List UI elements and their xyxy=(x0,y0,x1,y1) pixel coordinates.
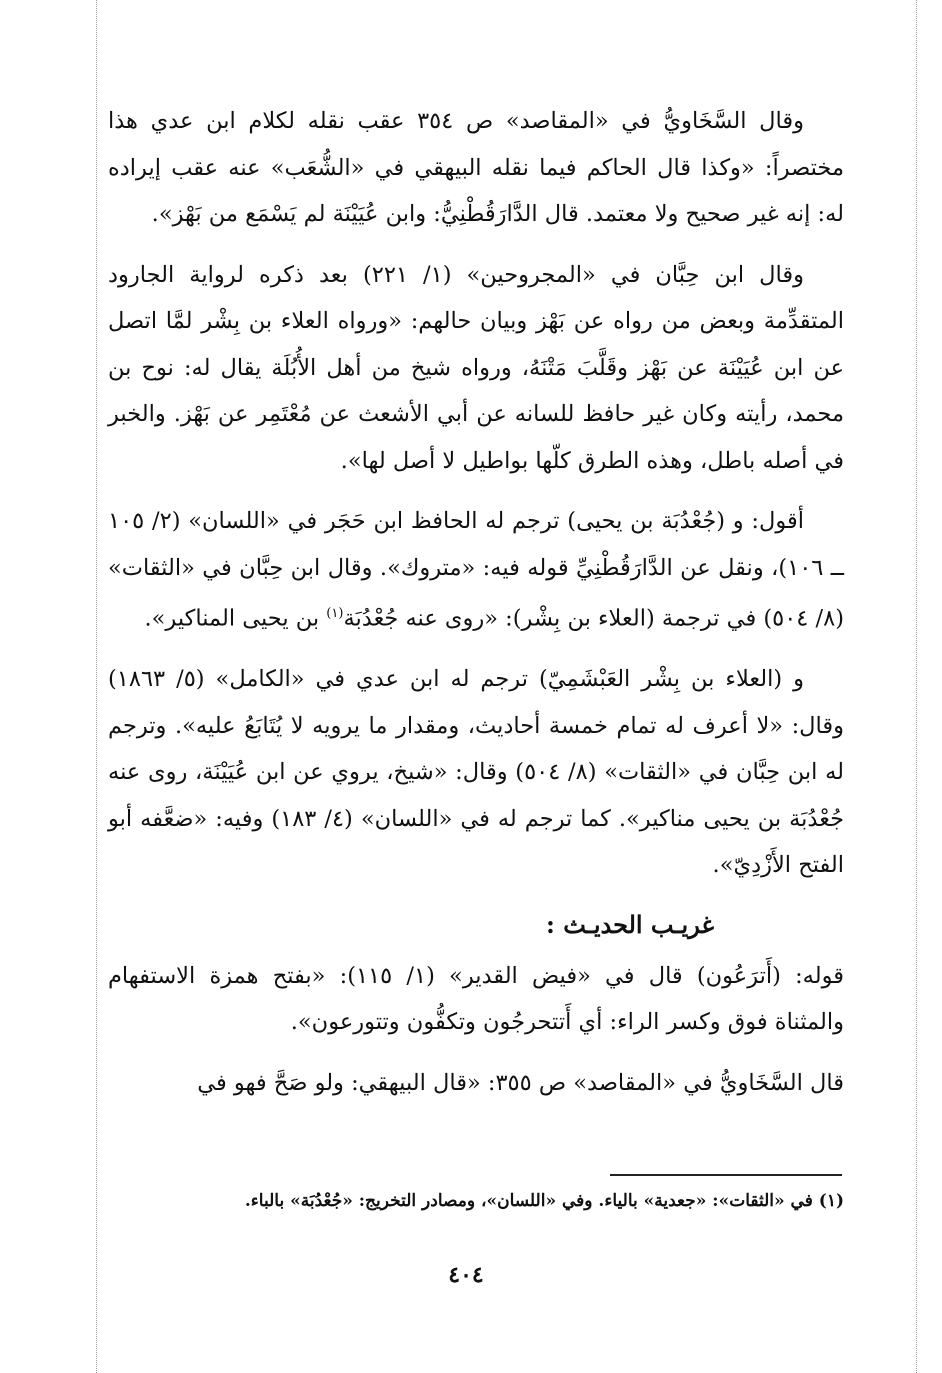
page-number: ٤٠٤ xyxy=(448,1262,484,1288)
scan-edge-left xyxy=(96,0,97,1373)
footnote: (١) في «الثقات»: «جعدية» بالياء. وفي «اللسان»، ومصادر التخريج: «جُعْدُبَة» بالباء. xyxy=(244,1191,844,1211)
scan-edge-right xyxy=(916,0,917,1373)
paragraph-qawluhu: قوله: (أَترَعُون) قال في «فيض القدير» (١/ ١١٥): «بفتح همزة الاستفهام والمثناة فوق وكسر الراء: أي أَتتحرجُون وتكفُّون وتتورعون». xyxy=(108,962,844,1035)
paragraph-sakhawi-1: وقال السَّخَاويُّ في «المقاصد» ص ٣٥٤ عقب نقله لكلام ابن عدي هذا مختصراً: «وكذا قال الحاكم فيما نقله البيهقي في «الشُّعَب» عنه عقب إيراده له: إنه غير صحيح ولا معتمد. قال الدَّارَقُطْنِيُّ: وابن عُيَيْنَة لم يَسْمَع من بَهْز». xyxy=(108,108,844,227)
paragraph-alaa: و (العلاء بن بِشْر العَبْشَمِيّ) ترجم له ابن عدي في «الكامل» (٥/ ١٨٦٣) وقال: «لا أعرف له تمام خمسة أحاديث، ومقدار ما يرويه لا يُتَابَعُ عليه». وترجم له ابن حِبَّان في «الثقات» (٨/ ٥٠٤) وقال: «شيخ، يروي عن ابن عُيَيْنَة، روى عنه جُعْدُبَة بن يحيى مناكير». كما ترجم له في «اللسان» (٤/ ١٨٣) وفيه: «ضعَّفه أبو الفتح الأَزْدِيّ». xyxy=(108,666,844,878)
paragraph-aqul-tail: بن يحيى المناكير». xyxy=(144,605,327,632)
section-heading: غريـب الحديـث : xyxy=(546,909,714,939)
footnote-marker[interactable]: (١) xyxy=(326,606,344,621)
paragraph-ibn-hibban: وقال ابن حِبَّان في «المجروحين» (١/ ٢٢١) بعد ذكره لرواية الجارود المتقدِّمة وبعض من رواه عن بَهْز وبيان حالهم: «ورواه العلاء بن بِشْر لمَّا اتصل عن ابن عُيَيْنَة عن بَهْز وقَلَّبَ مَتْنَهُ، ورواه شيخ من أهل الأُبُلَة يقال له: نوح بن محمد، رأيته وكان غير حافظ للسانه عن أبي الأشعث عن مُعْتَمِر عن بَهْز. والخبر في أصله باطل، وهذه الطرق كلّها بواطيل لا أصل لها». xyxy=(108,261,844,474)
footnote-divider xyxy=(610,1174,842,1176)
paragraph-sakhawi-2: قال السَّخَاويُّ في «المقاصد» ص ٣٥٥: «قال البيهقي: ولو صَحَّ فهو في xyxy=(197,1069,844,1096)
paragraph-aqul xyxy=(108,498,844,642)
paragraph-aqul-text: أقول: و (جُعْدُبَة بن يحيى) ترجم له الحافظ ابن حَجَر في «اللسان» (٢/ ١٠٥ ــ ١٠٦)، ونقل عن الدَّارَقُطْنِيِّ قوله فيه: «متروك». وقال ابن حِبَّان في «الثقات» (٨/ ٥٠٤) في ترجمة (العلاء بن بِشْر): «روى عنه جُعْدُبَة xyxy=(108,508,844,632)
main-text xyxy=(108,98,844,1120)
